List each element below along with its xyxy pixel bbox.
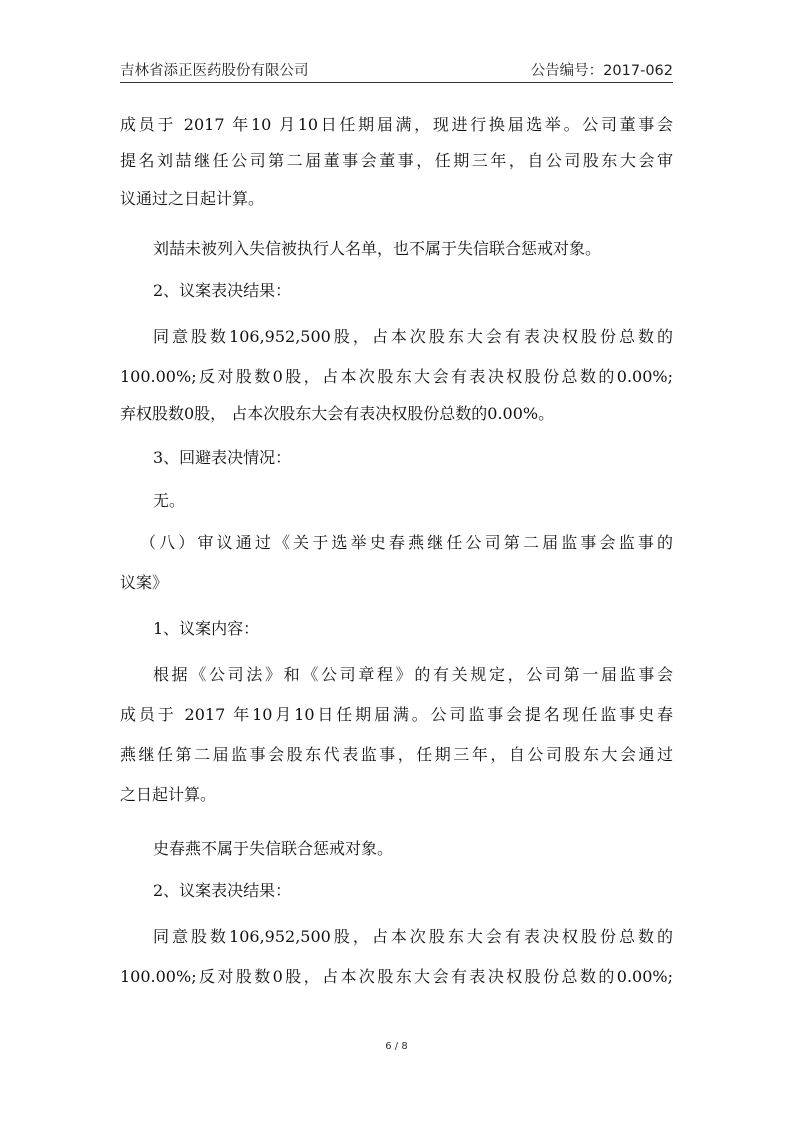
text-line: 刘喆未被列入失信被执行人名单，也不属于失信联合惩戒对象。 (153, 239, 602, 258)
text-line: 议案》 (120, 573, 169, 592)
text-line: 2、议案表决结果： (153, 281, 292, 300)
text-line: 1、议案内容： (153, 619, 260, 638)
text-line: 之日起计算。 (120, 785, 217, 804)
text-line: （八）审议通过《关于选举史春燕继任公司第二届监事会监事的 (140, 533, 673, 552)
text-line: 史春燕不属于失信联合惩戒对象。 (153, 839, 394, 858)
text-line: 弃权股数0股， 占本次股东大会有表决权股份总数的0.00%。 (120, 404, 555, 423)
text-line: 议通过之日起计算。 (120, 189, 265, 208)
text-line: 100.00%;反对股数0股，占本次股东大会有表决权股份总数的0.00%; (120, 967, 673, 986)
company-name: 吉林省添正医药股份有限公司 (120, 63, 309, 79)
text-line: 燕继任第二届监事会股东代表监事，任期三年，自公司股东大会通过 (120, 745, 673, 764)
text-line: 同意股数106,952,500股，占本次股东大会有表决权股份总数的 (153, 927, 673, 946)
text-line: 100.00%;反对股数0股，占本次股东大会有表决权股份总数的0.00%; (120, 367, 673, 386)
text-line: 提名刘喆继任公司第二届董事会董事，任期三年，自公司股东大会审 (120, 151, 673, 170)
text-line: 2、议案表决结果： (153, 881, 292, 900)
announcement-number: 公告编号：2017-062 (530, 63, 673, 79)
text-line: 3、回避表决情况： (153, 448, 292, 467)
text-line: 根据《公司法》和《公司章程》的有关规定，公司第一届监事会 (153, 665, 673, 684)
page-number: 6 / 8 (385, 1041, 408, 1052)
page-header (120, 56, 673, 83)
text-line: 无。 (153, 491, 186, 510)
text-line: 成员于 2017 年10月10日任期届满。公司监事会提名现任监事史春 (120, 705, 673, 724)
text-line: 成员于 2017 年10 月10日任期届满，现进行换届选举。公司董事会 (120, 115, 673, 134)
text-line: 同意股数106,952,500股，占本次股东大会有表决权股份总数的 (153, 327, 673, 346)
